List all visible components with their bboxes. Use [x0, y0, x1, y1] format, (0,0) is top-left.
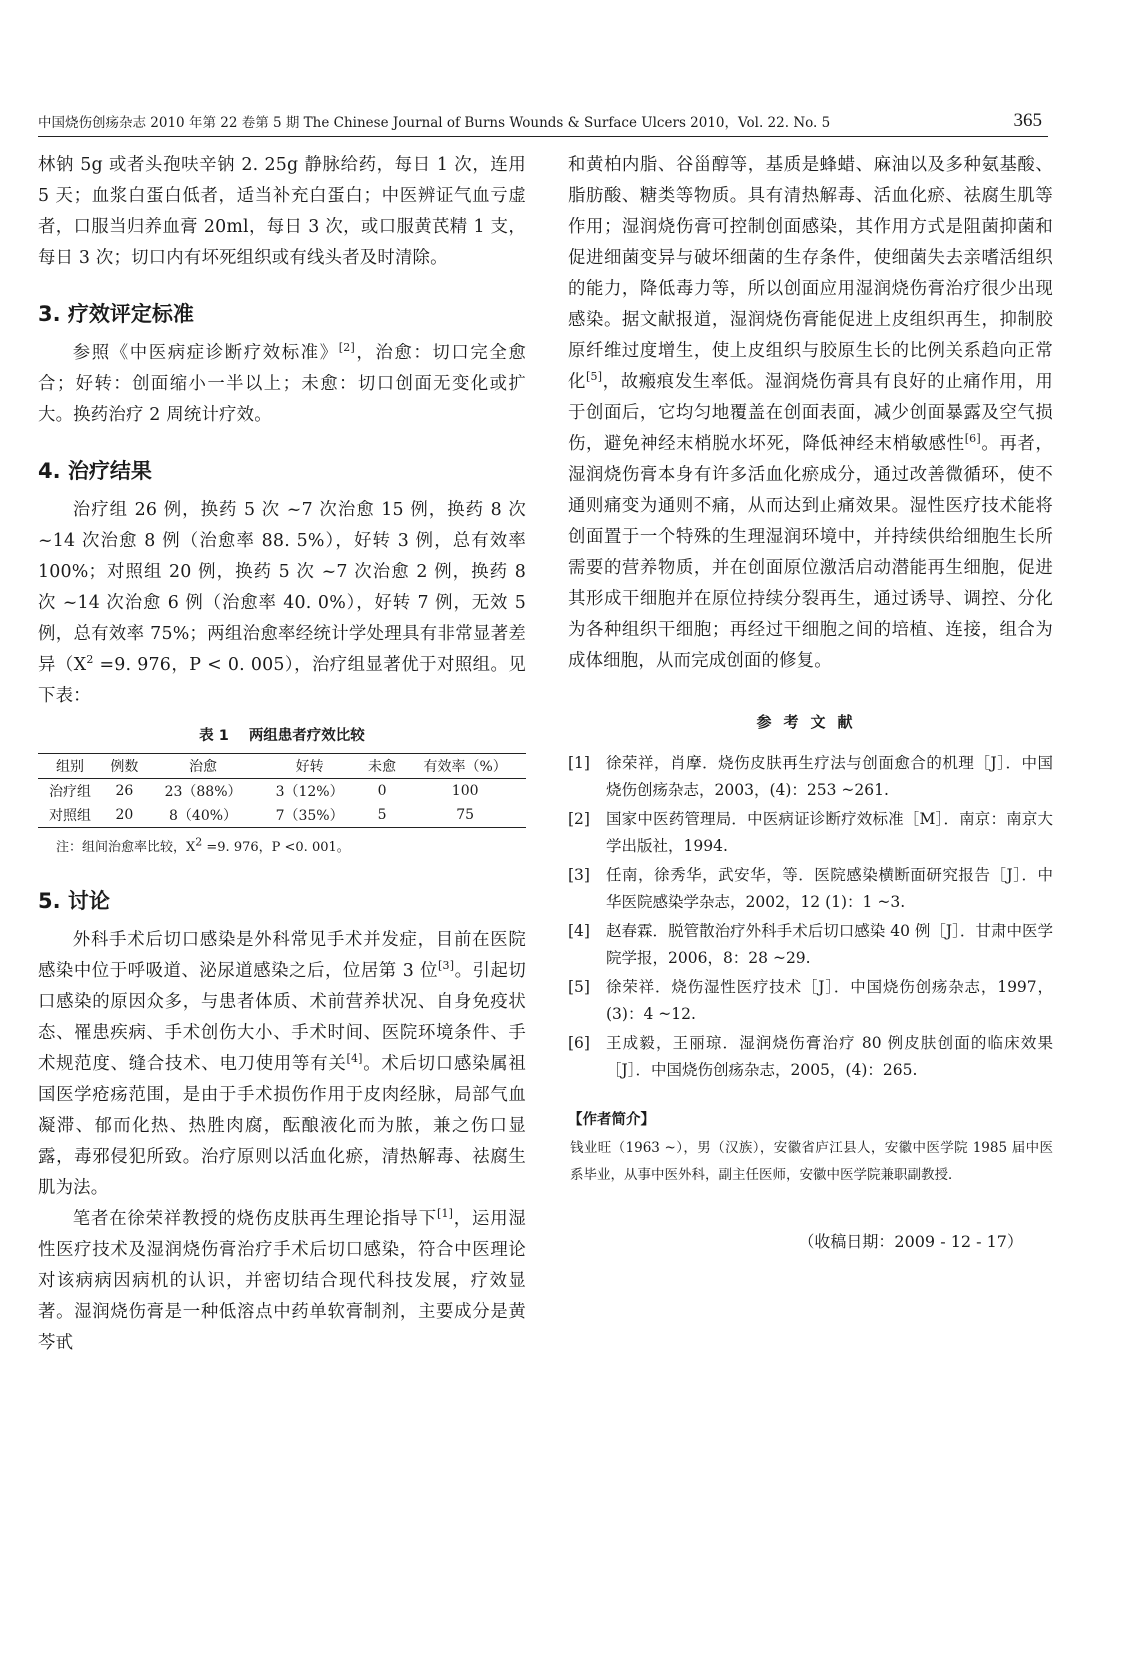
section-3-heading: 3. 疗效评定标准	[38, 302, 194, 326]
citation-ref: [1]	[436, 1207, 454, 1221]
citation-ref: [3]	[438, 959, 455, 973]
author-bio-label: 【作者简介】	[568, 1112, 655, 1128]
reference-item	[568, 1030, 1053, 1084]
reference-item	[568, 974, 1053, 1028]
reference-item	[568, 750, 1053, 804]
table-header-row	[38, 754, 526, 779]
section-5-paragraph-2	[38, 1204, 526, 1359]
text-run: 外科手术后切口感染是外科常见手术并发症，目前在医院感染中位于呼吸道、泌尿道感染之后，位居第 3 位	[38, 930, 526, 981]
section-5-paragraph-1	[38, 925, 526, 1204]
reference-number: [3]	[568, 866, 590, 884]
references-heading: 参考文献	[756, 713, 865, 731]
table-cell: 5	[377, 807, 387, 823]
table-cell: 3（12%）	[275, 784, 344, 800]
citation-ref: [4]	[346, 1052, 363, 1066]
table-row	[38, 803, 526, 828]
table-number: 表 1	[199, 728, 229, 744]
text-run: ，治愈：切口完全愈合；好转：创面缩小一半以上；未愈：切口创面无变化或扩大。换药治疗 2 周统计疗效。	[38, 343, 526, 425]
section-4-paragraph	[38, 495, 526, 712]
table-cell: 对照组	[49, 808, 92, 824]
section-5-heading: 5. 讨论	[38, 889, 110, 913]
reference-number: [4]	[568, 922, 590, 940]
reference-text: 王成毅，王丽琼．湿润烧伤膏治疗 80 例皮肤创面的临床效果［J］．中国烧伤创疡杂志，2005，(4)：265.	[606, 1034, 1053, 1079]
page-number: 365	[1013, 110, 1042, 131]
intro-paragraph: 林钠 5g 或者头孢呋辛钠 2. 25g 静脉给药，每日 1 次，连用 5 天；血浆白蛋白低者，适当补充白蛋白；中医辨证气血亏虚者，口服当归养血膏 20ml，每日 3 次，或口服黄芪精 1 支，每日 3 次；切口内有坏死组织或有线头者及时清除。	[38, 155, 526, 268]
reference-text: 赵春霖．脱管散治疗外科手术后切口感染 40 例［J］．甘肃中医学院学报，2006，8：28 ~29.	[606, 922, 1053, 967]
reference-item	[568, 918, 1053, 972]
text-run: 。再者，湿润烧伤膏本身有许多活血化瘀成分，通过改善微循环，使不通则痛变为通则不痛，从而达到止痛效果。湿性医疗技术能将创面置于一个特殊的生理湿润环境中，并持续供给细胞生长所需要的营养物质，并在创面原位激活启动潜能再生细胞，促进其形成干细胞并在原位持续分裂再生，通过诱导、调控、分化为各种组织干细胞；再经过干细胞之间的培植、连接，组合为成体细胞，从而完成创面的修复。	[568, 434, 1053, 671]
running-header	[38, 104, 1048, 137]
table-title: 两组患者疗效比较	[248, 728, 365, 744]
text-run: 注：组间治愈率比较，X	[56, 840, 196, 855]
table-cell: 7（35%）	[275, 808, 344, 824]
text-run: =9. 976，P <0. 001。	[202, 840, 350, 855]
table-header-cell: 有效率（%）	[423, 759, 507, 775]
table-header-cell: 未愈	[368, 759, 397, 775]
reference-number: [1]	[568, 754, 590, 772]
table-note	[56, 836, 526, 855]
references-list	[568, 750, 1053, 1084]
text-run: 治疗组 26 例，换药 5 次 ~7 次治愈 15 例，换药 8 次 ~14 次治愈 8 例（治愈率 88. 5%），好转 3 例，总有效率 100%；对照组 20 例，换药 5 次 ~7 次治愈 2 例，换药 8 次 ~14 次治愈 6 例（治愈率 40. 0%），好转 7 例，无效 5 例，总有效率 75%；两组治愈率经统计学处理具有非常显著差异（X	[38, 500, 526, 675]
text-run: 参照《中医病症诊断疗效标准》	[72, 343, 339, 363]
reference-number: [6]	[568, 1034, 590, 1052]
reference-number: [2]	[568, 810, 590, 828]
table-header-cell: 好转	[295, 759, 324, 775]
superscript: 2	[195, 835, 203, 849]
reference-text: 任南，徐秀华，武安华，等．医院感染横断面研究报告［J］．中华医院感染学杂志，2002，12 (1)：1 ~3.	[606, 866, 1053, 911]
right-column	[568, 150, 1053, 1252]
table-row	[38, 779, 526, 804]
text-run: =9. 976，P < 0. 005），治疗组显著优于对照组。见下表：	[38, 655, 526, 706]
table-cell: 8（40%）	[169, 808, 238, 824]
text-run: 。术后切口感染属祖国医学疮疡范围，是由于手术损伤作用于皮肉经脉，局部气血凝滞、郁而化热、热胜肉腐，酝酿液化而为脓，兼之伤口显露，毒邪侵犯所致。治疗原则以活血化瘀，清热解毒、祛腐生肌为法。	[38, 1054, 526, 1198]
table-cell: 23（88%）	[164, 784, 242, 800]
text-run: 笔者在徐荣祥教授的烧伤皮肤再生理论指导下	[72, 1209, 437, 1229]
left-column	[38, 150, 526, 1359]
table-cell: 治疗组	[49, 784, 92, 800]
table-cell: 20	[115, 807, 134, 823]
reference-item	[568, 806, 1053, 860]
discussion-continued	[568, 150, 1053, 677]
reference-number: [5]	[568, 978, 590, 996]
superscript: 2	[86, 653, 94, 667]
section-3-paragraph	[38, 338, 526, 431]
reference-text: 国家中医药管理局．中医病证诊断疗效标准［M］．南京：南京大学出版社，1994.	[606, 810, 1053, 855]
table-cell: 75	[456, 807, 475, 823]
text-run: ，故瘢痕发生率低。湿润烧伤膏具有良好的止痛作用，用于创面后，它均匀地覆盖在创面表面，减少创面暴露及空气损伤，避免神经末梢脱水坏死，降低神经末梢敏感性	[568, 372, 1053, 454]
table-header-cell: 例数	[110, 759, 139, 775]
text-run: ，运用湿性医疗技术及湿润烧伤膏治疗手术后切口感染，符合中医理论对该病病因病机的认识，并密切结合现代科技发展，疗效显著。湿润烧伤膏是一种低溶点中药单软膏制剂，主要成分是黄芩甙	[38, 1209, 526, 1353]
table-cell: 0	[377, 783, 387, 799]
reference-text: 徐荣祥，肖摩．烧伤皮肤再生疗法与创面愈合的机理［J］．中国烧伤创疡杂志，2003，(4)：253 ~261.	[606, 754, 1053, 799]
citation-ref: [2]	[338, 341, 355, 355]
table-cell: 100	[451, 783, 479, 799]
table-cell: 26	[115, 783, 134, 799]
section-4-heading: 4. 治疗结果	[38, 459, 152, 483]
citation-ref: [6]	[964, 432, 981, 446]
text-run: 和黄柏内脂、谷甾醇等，基质是蜂蜡、麻油以及多种氨基酸、脂肪酸、糖类等物质。具有清热解毒、活血化瘀、祛腐生肌等作用；湿润烧伤膏可控制创面感染，其作用方式是阻菌抑菌和促进细菌变异与破坏细菌的生存条件，使细菌失去亲嗜活组织的能力，降低毒力等，所以创面应用湿润烧伤膏治疗很少出现感染。据文献报道，湿润烧伤膏能促进上皮组织再生，抑制胶原纤维过度增生，使上皮组织与胶原生长的比例关系趋向正常化	[568, 155, 1053, 392]
results-table	[38, 753, 526, 828]
table-header-cell: 组别	[56, 759, 85, 775]
reference-item	[568, 862, 1053, 916]
table-header-cell: 治愈	[189, 759, 218, 775]
table-caption	[38, 724, 526, 745]
author-bio: 钱业旺（1963 ~），男（汉族），安徽省庐江县人，安徽中医学院 1985 届中医系毕业，从事中医外科，副主任医师，安徽中医学院兼职副教授．	[570, 1140, 1053, 1183]
citation-ref: [5]	[586, 370, 603, 384]
received-date: （收稿日期：2009 - 12 - 17）	[798, 1232, 1023, 1251]
text-run: 。引起切口感染的原因众多，与患者体质、术前营养状况、自身免疫状态、罹患疾病、手术创伤大小、手术时间、医院环境条件、手术规范度、缝合技术、电刀使用等有关	[38, 961, 526, 1074]
journal-citation: 中国烧伤创疡杂志 2010 年第 22 卷第 5 期 The Chinese Journal of Burns Wounds & Surface Ulcers 2010，Vol. 22. No. 5	[38, 115, 831, 131]
reference-text: 徐荣祥．烧伤湿性医疗技术［J］．中国烧伤创疡杂志，1997，(3)：4 ~12.	[606, 978, 1053, 1023]
